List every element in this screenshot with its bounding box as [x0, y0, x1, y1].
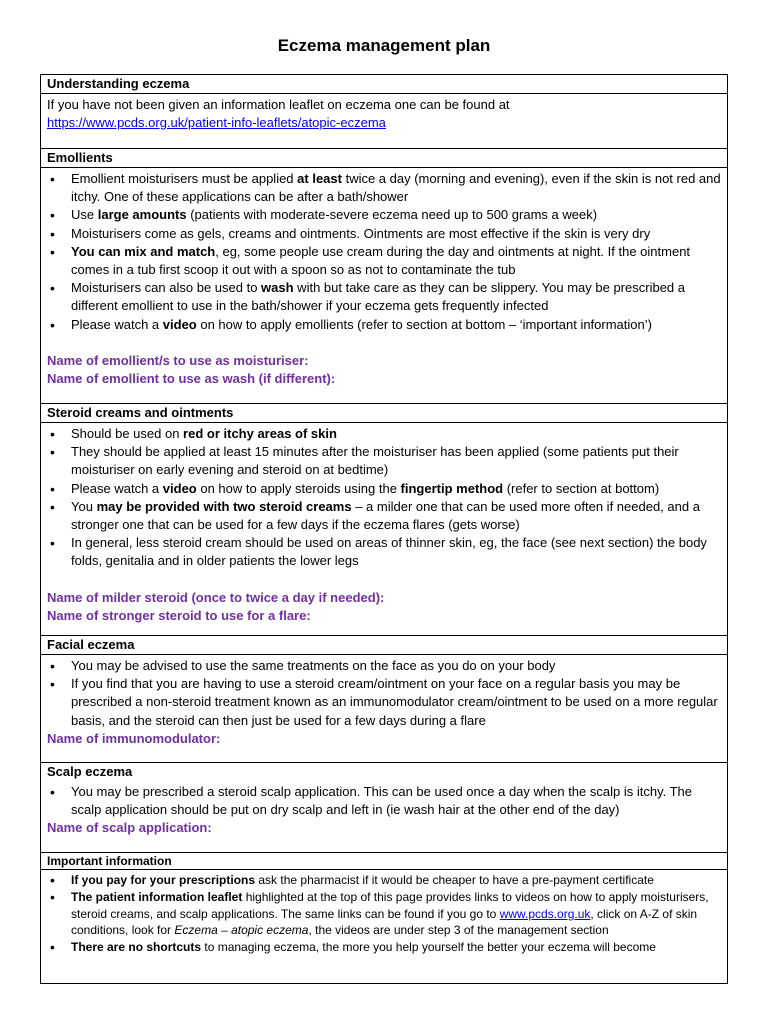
list-item: • Use large amounts (patients with moderate-severe eczema need up to 500 grams a week) — [47, 206, 721, 224]
list-item: • Should be used on red or itchy areas of skin — [47, 425, 721, 443]
section-heading: Scalp eczema — [47, 764, 133, 779]
list-item: • If you find that you are having to use a steroid cream/ointment on your face on a regular basis you may be prescribed a non-steroid treatment known as an immunomodulator cream/ointment to be used on a more regular basis, and the steroid can then just be used for a few days during a flare — [47, 675, 721, 730]
wash-name-field: Name of emollient to use as wash (if different): — [47, 371, 336, 387]
immunomodulator-field: Name of immunomodulator: — [47, 730, 221, 746]
pcds-link[interactable]: www.pcds.org.uk — [499, 906, 591, 921]
scalp-application-field: Name of scalp application: — [47, 820, 212, 836]
section-emollients — [41, 148, 727, 403]
list-item: • Please watch a video on how to apply emollients (refer to section at bottom – ‘important information’) — [47, 316, 721, 334]
list-item: • Emollient moisturisers must be applied at least twice a day (morning and evening), even if the skin is not red and itchy. One of these applications can be after a bath/shower — [47, 170, 721, 206]
list-item: • You may be prescribed a steroid scalp application. This can be used once a day when the scalp is itchy. The scalp application should be put on dry scalp and left in (ie wash hair at the other end of the day) — [47, 783, 721, 819]
section-heading: Understanding eczema — [41, 75, 727, 94]
section-facial — [41, 635, 727, 762]
leaflet-link[interactable]: https://www.pcds.org.uk/patient-info-leaflets/atopic-eczema — [47, 115, 386, 131]
list-item: • They should be applied at least 15 minutes after the moisturiser has been applied (some patients put their moisturiser on early evening and steroid on at bedtime) — [47, 443, 721, 479]
list-item: • The patient information leaflet highlighted at the top of this page provides links to videos on how to apply moisturisers, steroid creams, and scalp applications. The same links can be found if you go to www.pcds.org.uk, click on A-Z of skin conditions, look for Eczema – atopic eczema, the videos are under step 3 of the management section — [47, 889, 721, 939]
section-important — [41, 852, 727, 983]
section-heading: Steroid creams and ointments — [41, 404, 727, 423]
section-heading: Facial eczema — [41, 636, 727, 655]
list-item: • In general, less steroid cream should be used on areas of thinner skin, eg, the face (see next section) the body folds, genitalia and in older patients the lower legs — [47, 534, 721, 570]
page-title: Eczema management plan — [277, 36, 491, 55]
section-scalp — [41, 762, 727, 852]
section-steroids — [41, 403, 727, 635]
understanding-text: If you have not been given an information leaflet on eczema one can be found at — [47, 97, 510, 112]
list-item: • Moisturisers can also be used to wash with but take care as they can be slippery. You may be prescribed a different emollient to use in the bath/shower if your eczema gets frequently infected — [47, 279, 721, 315]
milder-steroid-field: Name of milder steroid (once to twice a day if needed): — [47, 589, 385, 605]
section-understanding — [41, 75, 727, 148]
plan-table — [40, 74, 728, 984]
list-item: • There are no shortcuts to managing eczema, the more you help yourself the better your eczema will become — [47, 939, 721, 956]
list-item: • Please watch a video on how to apply steroids using the fingertip method (refer to section at bottom) — [47, 480, 721, 498]
moisturiser-name-field: Name of emollient/s to use as moisturiser: — [47, 352, 309, 368]
list-item: • Moisturisers come as gels, creams and ointments. Ointments are most effective if the skin is very dry — [47, 225, 721, 243]
section-heading: Important information — [41, 853, 727, 870]
stronger-steroid-field: Name of stronger steroid to use for a flare: — [47, 607, 311, 623]
list-item: • You can mix and match, eg, some people use cream during the day and ointments at night. If the ointment comes in a tub first scoop it out with a spoon so as not to contaminate the tub — [47, 243, 721, 279]
list-item: • You may be advised to use the same treatments on the face as you do on your body — [47, 657, 721, 675]
list-item: • If you pay for your prescriptions ask the pharmacist if it would be cheaper to have a pre-payment certificate — [47, 872, 721, 889]
section-heading: Emollients — [41, 149, 727, 168]
list-item: • You may be provided with two steroid creams – a milder one that can be used more often if needed, and a stronger one that can be used for a few days if the eczema flares (gets worse) — [47, 498, 721, 534]
